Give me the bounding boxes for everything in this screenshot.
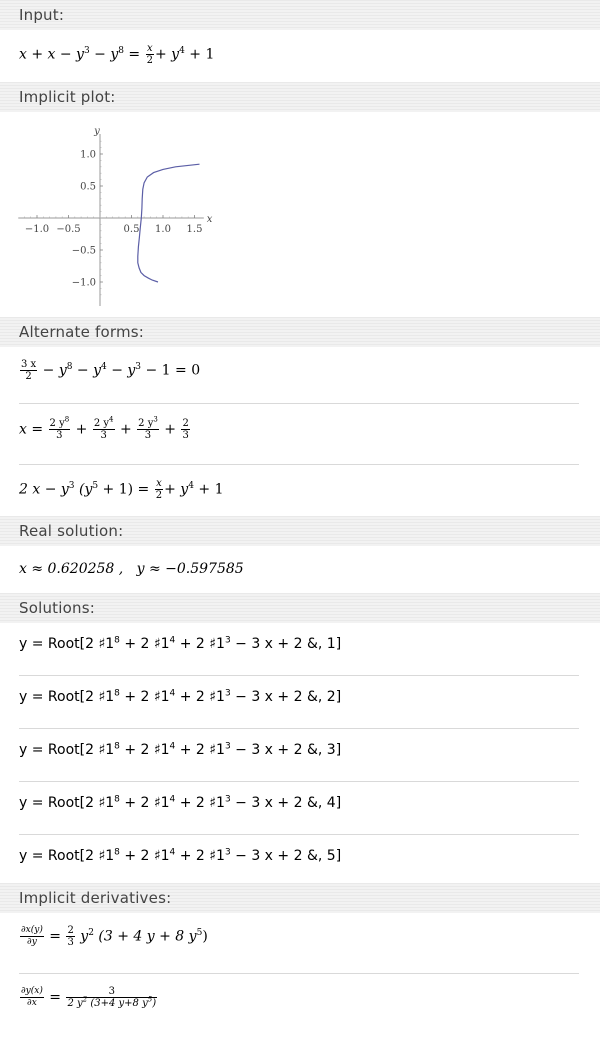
alternate-form-1: $\frac{3 x}{2}$ − $y^8 - y^4 - y^3 - 1 = 0$ — [21, 359, 201, 382]
implicit-plot-chart — [0, 112, 240, 312]
solution-row: y = Root[2 $♯1^8 + 2$ $♯1^4 + 2$ $♯1^3 - 3$ x + 2 &, 1] — [19, 635, 342, 652]
separator — [19, 834, 579, 835]
x-tick-label: 1.0 — [155, 224, 171, 235]
implicit-derivative-dy-dx: $\frac{\partial y(x)}{\partial x}$ = $\frac{3}{2 y^2 (3+4 y+8 y^5)}$ — [21, 986, 157, 1009]
solutions-pod-header: Solutions: — [0, 593, 600, 623]
x-tick-label: 0.5 — [123, 224, 140, 235]
y-axis-label: y — [94, 126, 100, 137]
y-tick-label: 1.0 — [80, 149, 96, 161]
separator — [19, 781, 579, 782]
solution-row: y = Root[2 $♯1^8 + 2$ $♯1^4 + 2$ $♯1^3 - 3$ x + 2 &, 3] — [19, 741, 342, 758]
x-tick-label: 1.5 — [186, 224, 203, 235]
implicit-derivatives-pod-header: Implicit derivatives: — [0, 883, 600, 913]
separator — [19, 675, 579, 676]
solution-row: y = Root[2 $♯1^8 + 2$ $♯1^4 + 2$ $♯1^3 - 3$ x + 2 &, 2] — [19, 688, 342, 705]
input-pod-header: Input: — [0, 0, 600, 30]
x-axis-label: x — [206, 214, 213, 225]
x-tick-label: −1.0 — [24, 224, 50, 235]
real-solution-pod-header: Real solution: — [0, 516, 600, 546]
y-tick-label: 0.5 — [80, 181, 96, 193]
y-tick-label: −0.5 — [71, 245, 96, 257]
separator — [19, 464, 579, 465]
separator — [19, 728, 579, 729]
alternate-form-2: x = $\frac{2 y^8}{3}$ + $\frac{2 y^4}{3}$ + $\frac{2 y^3}{3}$ + $\frac{2}{3}$ — [19, 415, 189, 441]
separator — [19, 403, 579, 404]
solution-row: y = Root[2 $♯1^8 + 2$ $♯1^4 + 2$ $♯1^3 - 3$ x + 2 &, 4] — [19, 794, 342, 811]
separator — [19, 973, 579, 974]
x-tick-label: −0.5 — [56, 224, 81, 235]
implicit-plot-pod-header: Implicit plot: — [0, 82, 600, 112]
alternate-form-3: 2 $x - y^3$ $(y^5 + 1)$ = $\frac{x}{2}$ + $y^4 + 1$ — [19, 478, 224, 501]
input-equation: $x + x - y^3 - y^8$ = $\frac{x}{2}$ + $y^4 + 1$ — [19, 43, 215, 66]
implicit-derivative-dx-dy: $\frac{\partial x(y)}{\partial y}$ = $\frac{2}{3}$ $y^2$ (3 + 4 y + 8 $y^5$) — [21, 925, 208, 948]
alternate-forms-pod-header: Alternate forms: — [0, 317, 600, 347]
solution-row: y = Root[2 $♯1^8 + 2$ $♯1^4 + 2$ $♯1^3 - 3$ x + 2 &, 5] — [19, 847, 342, 864]
real-solution-value: x ≈ 0.620258 , y ≈ −0.597585 — [19, 561, 244, 577]
y-tick-label: −1.0 — [71, 277, 96, 289]
